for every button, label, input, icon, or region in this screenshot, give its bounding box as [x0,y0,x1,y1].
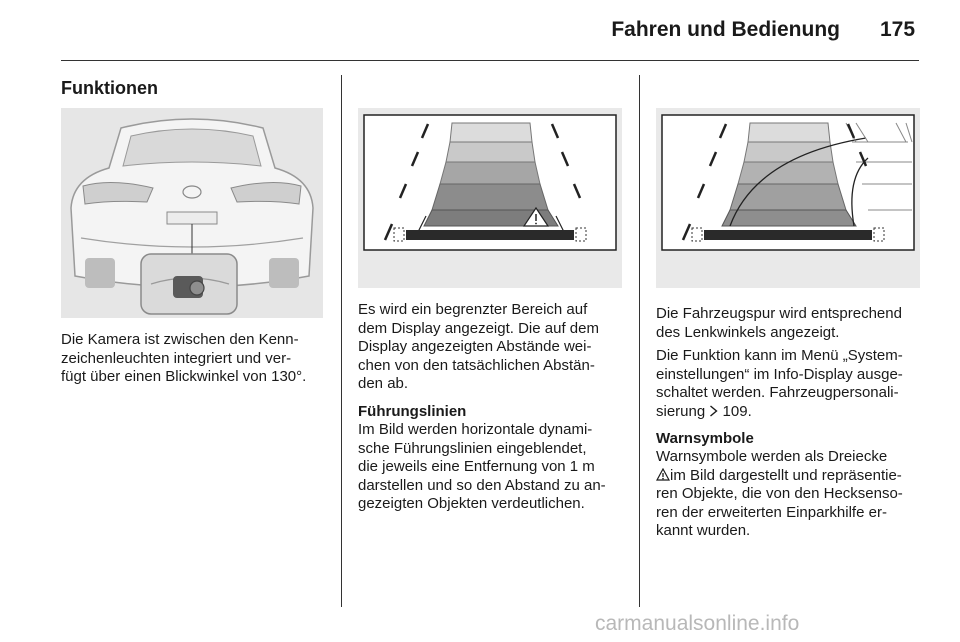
middle-paragraph [358,301,633,394]
text-line: ren Objekte, die von den Hecksenso- [656,485,903,502]
text-line: des Lenkwinkels angezeigt. [656,323,840,341]
text-line: dem Display angezeigt. Die auf dem [358,319,599,337]
text-line: ren der erweiterten Einparkhilfe er- [656,503,887,521]
page-header-title: Fahren und Bedienung [611,18,840,41]
text-line: einstellungen“ im Info-Display ausge- [656,365,903,383]
crossref-link[interactable]: 109. [722,402,752,420]
left-paragraph [61,331,336,387]
text-line: fügt über einen Blickwinkel von 130°. [61,368,307,385]
guide-lines-display-illustration [358,108,622,288]
text-line: den ab. [358,375,409,392]
text-line: gezeigten Objekten verdeutlichen. [358,495,585,512]
rear-camera-location-illustration [61,108,323,318]
right-paragraph-2 [656,347,931,421]
section-title: Funktionen [61,78,158,98]
text-line: Im Bild werden horizontale dynami- [358,421,593,438]
header-rule [61,60,919,61]
steering-trajectory-display-illustration [656,108,920,288]
page-number: 175 [880,18,916,41]
text-line: chen von den tatsächlichen Abstän- [358,356,595,374]
text-line: Es wird ein begrenzter Bereich auf [358,301,588,318]
text-line: Display angezeigten Abstände wei- [358,338,592,355]
text-line: Die Funktion kann im Menü „System- [656,347,903,364]
text-line: Warnsymbole werden als Dreiecke [656,448,888,465]
subheading-warning-symbols: Warnsymbole [656,430,754,447]
text-line: darstellen und so den Abstand zu an- [358,476,606,494]
subheading-guide-lines: Führungslinien [358,403,467,420]
column-divider-1 [341,75,342,607]
text-line: schaltet werden. Fahrzeugpersonali- [656,384,899,401]
column-divider-2 [639,75,640,607]
right-paragraph-3 [656,448,931,541]
watermark: carmanualsonline.info [595,612,800,635]
text-line: sche Führungslinien eingeblendet, [358,439,587,457]
text-line: Die Kamera ist zwischen den Kenn- [61,331,299,348]
text-line: im Bild dargestellt und repräsentie- [670,466,902,484]
text-line: sierung [656,402,706,420]
warning-triangle-icon [656,468,670,481]
crossref-arrow-icon [709,405,718,417]
text-line: zeichenleuchten integriert und ver- [61,349,292,367]
right-paragraph [656,305,931,342]
text-line: die jeweils eine Entfernung von 1 m [358,458,595,475]
middle-paragraph-2 [358,421,633,514]
text-line: kannt wurden. [656,522,751,539]
text-line: Die Fahrzeugspur wird entsprechend [656,305,902,322]
